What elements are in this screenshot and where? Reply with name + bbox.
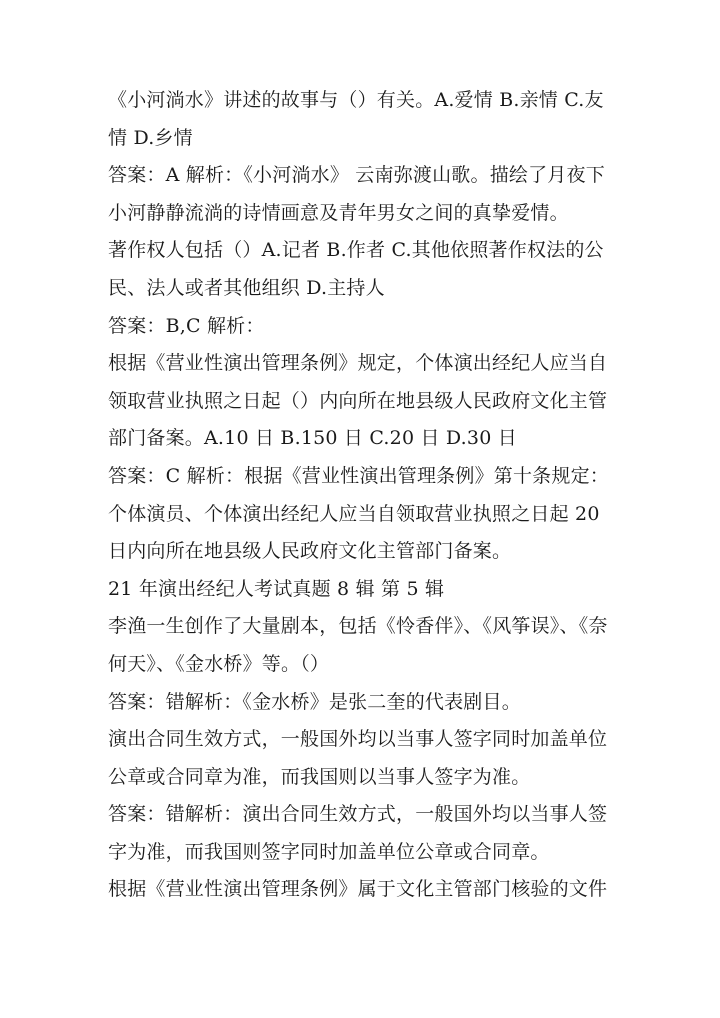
answer-paragraph: 答案：错解析：演出合同生效方式，一般国外均以当事人签字为准，而我国则签字同时加盖单位公章或合同章。 <box>108 803 608 863</box>
question-paragraph: 演出合同生效方式，一般国外均以当事人签字同时加盖单位公章或合同章为准，而我国则以当事人签字为准。 <box>108 728 608 788</box>
question-paragraph: 著作权人包括（）A.记者 B.作者 C.其他依照著作权法的公民、法人或者其他组织 D.主持人 <box>108 239 604 299</box>
answer-paragraph: 答案：B,C 解析： <box>108 314 265 337</box>
question-paragraph: 根据《营业性演出管理条例》规定，个体演出经纪人应当自领取营业执照之日起（）内向所在地县级人民政府文化主管部门备案。A.10 日 B.150 日 C.20 日 D.30 日 <box>108 352 608 450</box>
question-paragraph: 《小河淌水》讲述的故事与（）有关。A.爱情 B.亲情 C.友情 D.乡情 <box>108 89 604 149</box>
question-paragraph: 李渔一生创作了大量剧本，包括《怜香伴》、《风筝误》、《奈何天》、《金水桥》等。（） <box>108 615 608 675</box>
answer-paragraph: 答案：C 解析：根据《营业性演出管理条例》第十条规定：个体演员、个体演出经纪人应当自领取营业执照之日起 20 日内向所在地县级人民政府文化主管部门备案。 <box>108 464 609 563</box>
answer-paragraph: 答案：错解析：《金水桥》是张二奎的代表剧目。 <box>108 690 521 713</box>
answer-paragraph: 答案：A 解析：《小河淌水》 云南弥渡山歌。描绘了月夜下小河静静流淌的诗情画意及青年男女之间的真挚爱情。 <box>108 164 605 224</box>
section-heading: 21 年演出经纪人考试真题 8 辑 第 5 辑 <box>108 577 445 600</box>
question-paragraph: 根据《营业性演出管理条例》属于文化主管部门核验的文件 <box>108 878 608 901</box>
document-body <box>108 82 613 909</box>
